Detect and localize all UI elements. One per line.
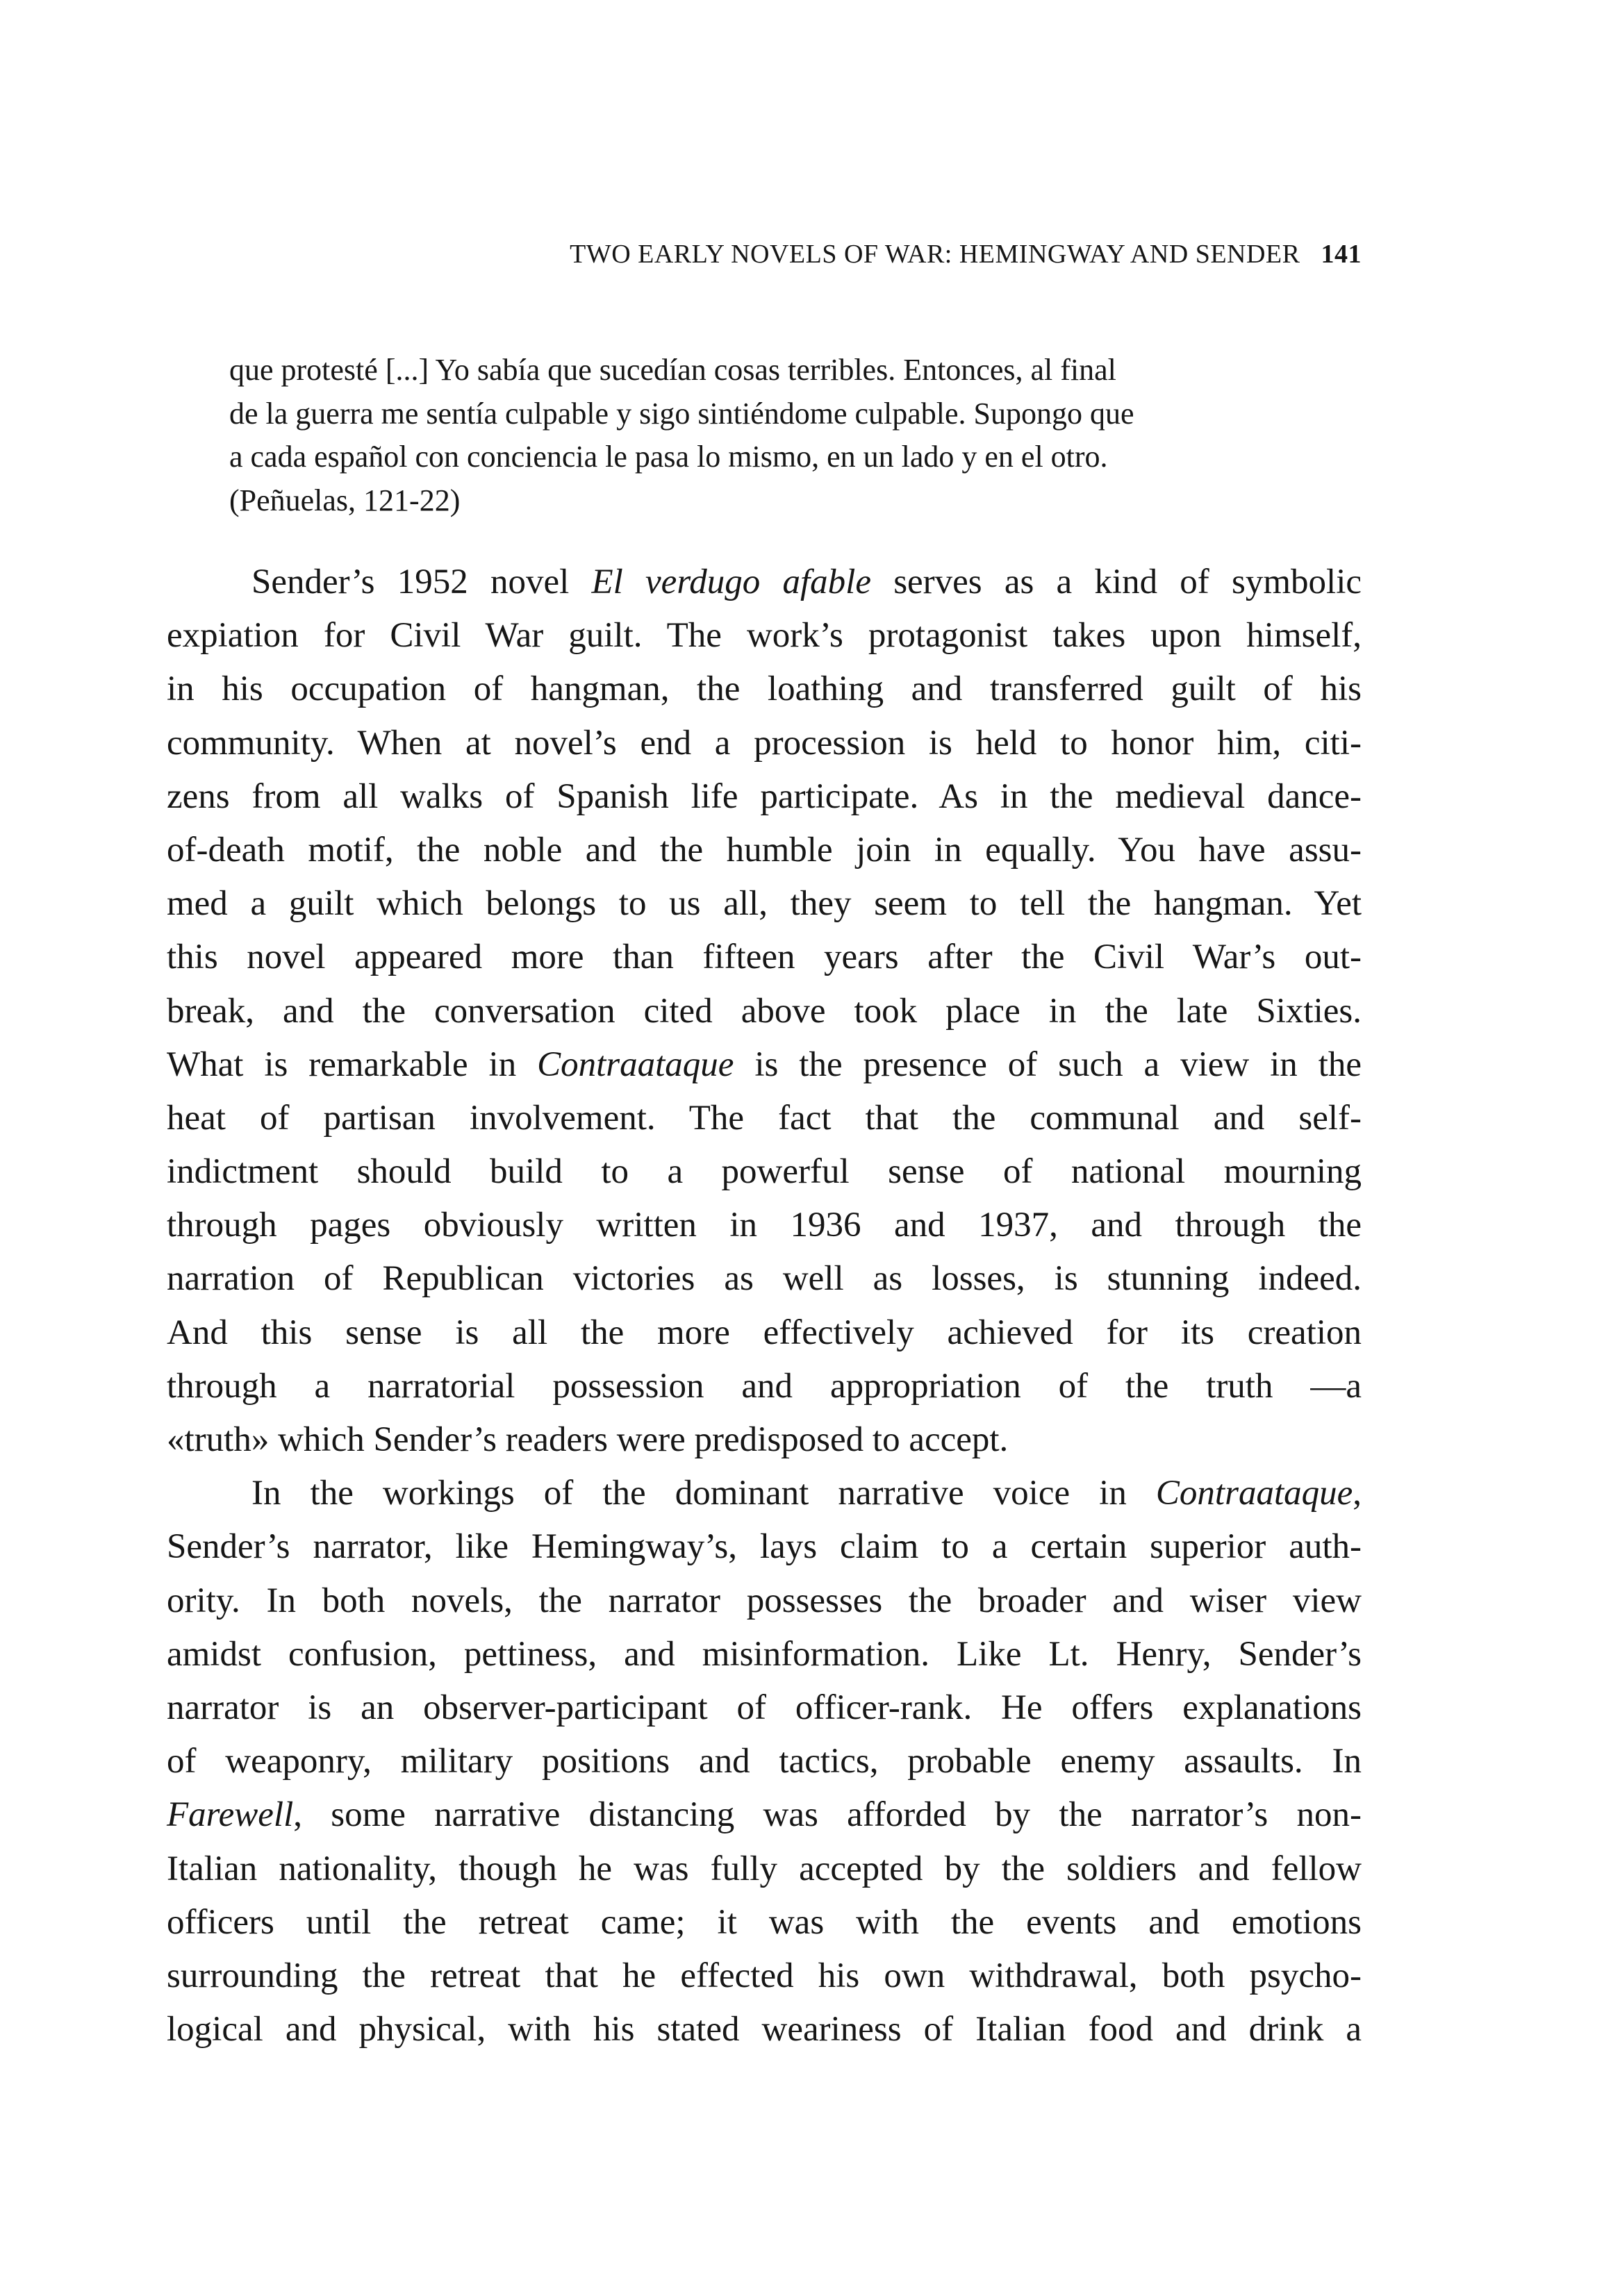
paragraph-2-line: Farewell, some narrative distancing was afforded by the narrator’s non- xyxy=(167,1795,1362,1835)
paragraph-1-line: in his occupation of hangman, the loathing and transferred guilt of his xyxy=(167,669,1362,709)
paragraph-1-line: this novel appeared more than fifteen years after the Civil War’s out- xyxy=(167,938,1362,977)
paragraph-2-line: Italian nationality, though he was fully accepted by the soldiers and fellow xyxy=(167,1849,1362,1888)
running-title: TWO EARLY NOVELS OF WAR: HEMINGWAY AND SENDER xyxy=(570,240,1300,269)
book-title: Contraataque xyxy=(1155,1474,1353,1513)
quote-line: de la guerra me sentía culpable y sigo sintiéndome culpable. Supongo que xyxy=(229,396,1134,431)
quote-line: que protesté [...] Yo sabía que sucedían cosas terribles. Entonces, al final xyxy=(229,353,1116,387)
quote-line: a cada español con conciencia le pasa lo mismo, en un lado y en el otro. xyxy=(229,440,1108,474)
paragraph-2-line: amidst confusion, pettiness, and misinformation. Like Lt. Henry, Sender’s xyxy=(167,1634,1362,1674)
paragraph-1-line: «truth» which Sender’s readers were predisposed to accept. xyxy=(167,1420,1009,1459)
paragraph-1-line: zens from all walks of Spanish life participate. As in the medieval dance- xyxy=(167,776,1362,816)
paragraph-2-line: officers until the retreat came; it was with the events and emotions xyxy=(167,1902,1362,1942)
paragraph-1-line: narration of Republican victories as well as losses, is stunning indeed. xyxy=(167,1259,1362,1299)
paragraph-2-line: In the workings of the dominant narrative voice in Contraataque, xyxy=(251,1474,1362,1513)
paragraph-1-line: And this sense is all the more effectively achieved for its creation xyxy=(167,1313,1362,1352)
quote-citation: (Peñuelas, 121-22) xyxy=(229,483,461,517)
paragraph-2-line: narrator is an observer-participant of officer-rank. He offers explanations xyxy=(167,1688,1362,1727)
paragraph-1-line: through a narratorial possession and appropriation of the truth —a xyxy=(167,1366,1362,1406)
paragraph-1-line: of-death motif, the noble and the humble join in equally. You have assu- xyxy=(167,830,1362,870)
paragraph-1-line: med a guilt which belongs to us all, they seem to tell the hangman. Yet xyxy=(167,884,1362,924)
book-title: Farewell xyxy=(167,1795,294,1835)
paragraph-1-line: break, and the conversation cited above took place in the late Sixties. xyxy=(167,991,1362,1031)
paragraph-1-line: expiation for Civil War guilt. The work’s protagonist takes upon himself, xyxy=(167,616,1362,656)
book-title: El verdugo afable xyxy=(591,563,871,601)
paragraph-1-line: What is remarkable in Contraataque is the presence of such a view in the xyxy=(167,1045,1362,1084)
running-head xyxy=(167,236,1362,272)
paragraph-2-line: Sender’s narrator, like Hemingway’s, lays claim to a certain superior auth- xyxy=(167,1527,1362,1567)
block-quote xyxy=(229,349,1362,522)
paragraph-1-line: community. When at novel’s end a procession is held to honor him, citi- xyxy=(167,723,1362,763)
paragraph-1-line: heat of partisan involvement. The fact that the communal and self- xyxy=(167,1098,1362,1138)
book-title: Contraataque xyxy=(537,1045,734,1084)
paragraph-1-line: Sender’s 1952 novel El verdugo afable serves as a kind of symbolic xyxy=(251,563,1362,601)
paragraph-2-line: of weaponry, military positions and tactics, probable enemy assaults. In xyxy=(167,1742,1362,1781)
page-number: 141 xyxy=(1321,240,1362,269)
paragraph-2-line: ority. In both novels, the narrator possesses the broader and wiser view xyxy=(167,1581,1362,1620)
body-text xyxy=(167,556,1362,2056)
paragraph-1-line: through pages obviously written in 1936 and 1937, and through the xyxy=(167,1206,1362,1245)
paragraph-2-line: logical and physical, with his stated weariness of Italian food and drink a xyxy=(167,2010,1362,2049)
paragraph-2-line: surrounding the retreat that he effected his own withdrawal, both psycho- xyxy=(167,1956,1362,1995)
paragraph-1-line: indictment should build to a powerful sense of national mourning xyxy=(167,1152,1362,1192)
